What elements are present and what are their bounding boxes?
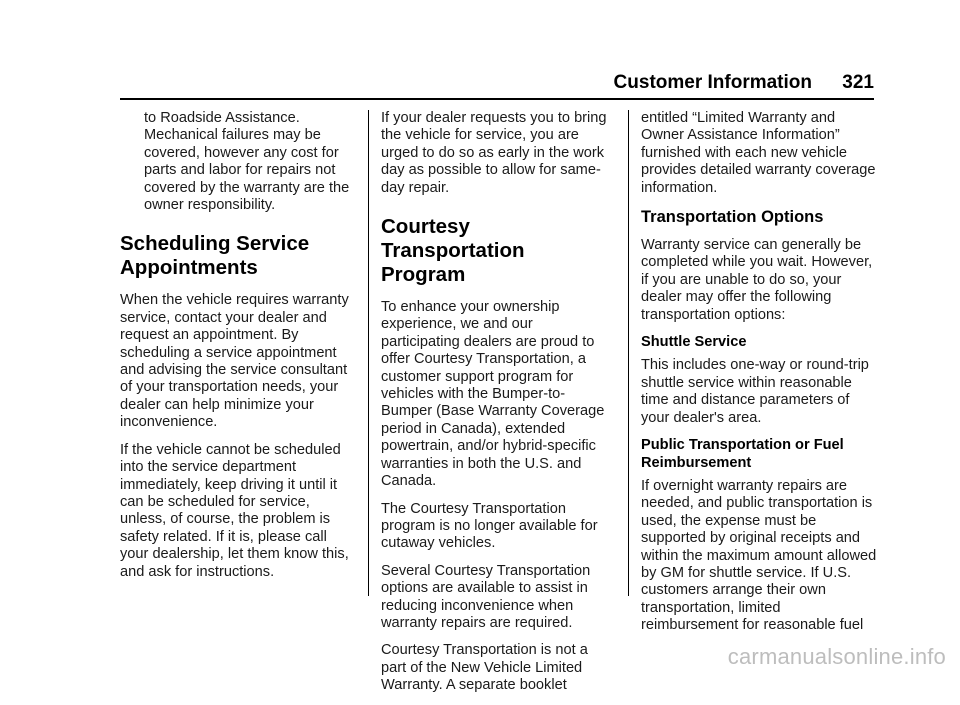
paragraph: to Roadside Assistance. Mechanical failures may be covered, however any cost for parts and labor for repairs not covered by the warranty are the owner responsibility. — [144, 110, 350, 214]
heading-courtesy-transportation — [381, 215, 613, 287]
watermark: carmanualsonline.info — [727, 644, 946, 669]
page-number: 321 — [842, 72, 874, 93]
paragraph: To enhance your ownership experience, we and our participating dealers are proud to offer Courtesy Transportation, a customer support program for vehicles with the Bumper-to-Bumper (Base Warranty Coverage period in Canada), extended powertrain, and/or hybrid-specific warranties in both the U.S. and Canada. — [381, 299, 605, 490]
paragraph: Courtesy Transportation is not a part of the New Vehicle Limited Warranty. A separate booklet — [381, 642, 588, 694]
paragraph: Warranty service can generally be completed while you wait. However, if you are unable to do so, your dealer may offer the following transportation options: — [641, 237, 873, 323]
subheading-public-transportation: Public Transportation or Fuel Reimbursement — [641, 437, 844, 471]
section-title: Customer Information — [613, 72, 812, 93]
column-3 — [641, 110, 877, 645]
page-header — [120, 68, 874, 100]
paragraph: When the vehicle requires warranty service, contact your dealer and request an appointment. By scheduling a service appointment and advising the service consultant of your transportation needs, your dealer can help minimize your inconvenience. — [120, 292, 349, 431]
heading-line: Courtesy Transportation — [381, 215, 525, 263]
heading-transportation-options: Transportation Options — [641, 208, 824, 227]
column-divider — [628, 110, 629, 596]
heading-scheduling-service — [120, 232, 355, 280]
paragraph: If overnight warranty repairs are needed, and public transportation is used, the expense must be supported by original receipts and within the maximum amount allowed by GM for shuttle service. If U.S. customers arrange their own transportation, limited reimbursement for reasonable fuel — [641, 477, 877, 634]
paragraph: This includes one-way or round-trip shuttle service within reasonable time and distance parameters of your dealer's area. — [641, 357, 869, 426]
paragraph: If the vehicle cannot be scheduled into the service department immediately, keep driving it until it can be scheduled for service, unless, of course, the problem is safety related. If it is, please call your dealership, let them know this, and ask for instructions. — [120, 441, 349, 580]
column-2 — [381, 110, 613, 705]
heading-line: Scheduling Service — [120, 232, 310, 256]
paragraph: If your dealer requests you to bring the vehicle for service, you are urged to do so as early in the work day as possible to allow for same-day repair. — [381, 110, 607, 196]
paragraph: entitled “Limited Warranty and Owner Assistance Information” furnished with each new vehicle provides detailed warranty coverage information. — [641, 110, 876, 196]
heading-line: Program — [381, 263, 466, 287]
subheading-shuttle-service: Shuttle Service — [641, 334, 747, 351]
paragraph: Several Courtesy Transportation options are available to assist in reducing inconvenience when warranty repairs are required. — [381, 562, 591, 631]
paragraph: The Courtesy Transportation program is no longer available for cutaway vehicles. — [381, 500, 598, 552]
column-divider — [368, 110, 369, 596]
column-1 — [120, 110, 355, 591]
heading-line: Appointments — [120, 256, 258, 280]
